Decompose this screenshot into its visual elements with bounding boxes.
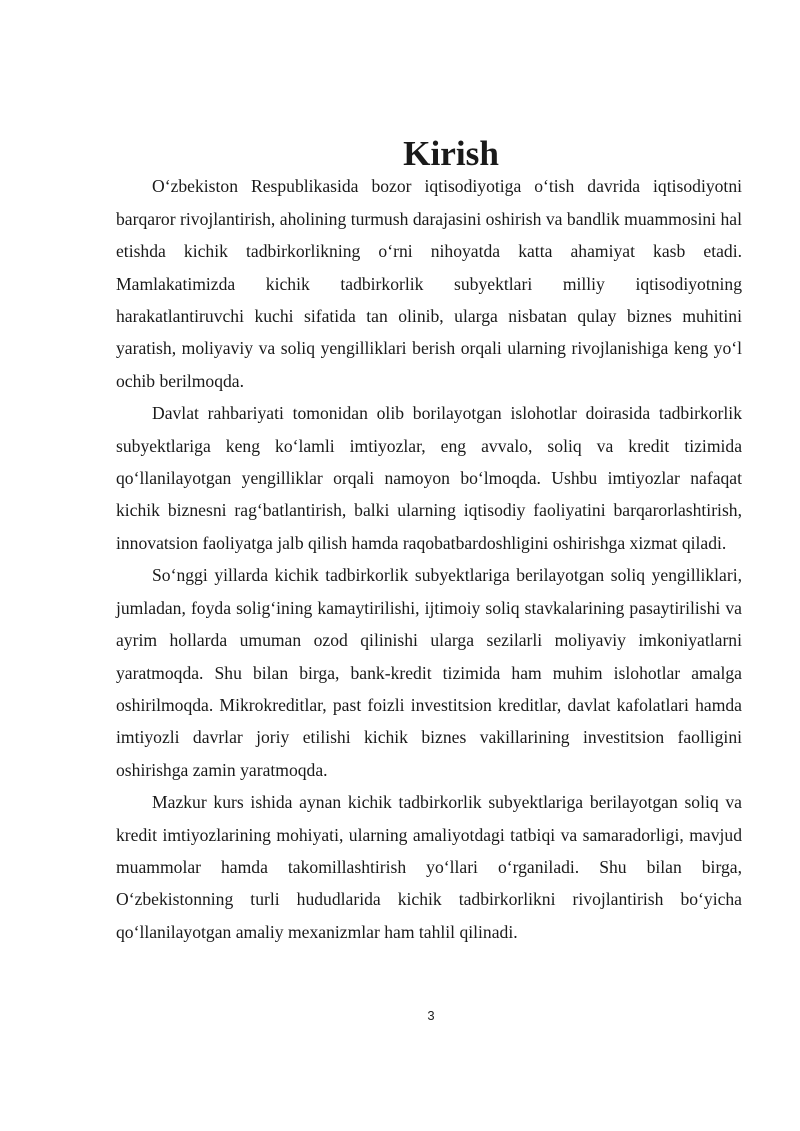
paragraph-4: Mazkur kurs ishida aynan kichik tadbirkorlik subyektlariga berilayotgan soliq va kredit imtiyozlarining mohiyati, ularning amaliyotdagi tatbiqi va samaradorligi, mavjud muammolar hamda takomillashtirish yo‘llari o‘rganiladi. Shu bilan birga, O‘zbekistonning turli hududlarida kichik tadbirkorlikni rivojlantirish bo‘yicha qo‘llanilayotgan amaliy mexanizmlar ham tahlil qilinadi. <box>116 792 742 942</box>
page-number: 3 <box>427 1008 435 1023</box>
paragraph-1: O‘zbekiston Respublikasida bozor iqtisodiyotiga o‘tish davrida iqtisodiyotni barqaror rivojlantirish, aholining turmush darajasini oshirish va bandlik muammosini hal etishda kichik tadbirkorlikning o‘rni nihoyatda katta ahamiyat kasb etadi. Mamlakatimizda kichik tadbirkorlik subyektlari milliy iqtisodiyotning harakatlantiruvchi kuchi sifatida tan olinib, ularga nisbatan qulay biznes muhitini yaratish, moliyaviy va soliq yengilliklari berish orqali ularning rivojlanishiga keng yo‘l ochib berilmoqda. <box>116 176 742 391</box>
paragraph-3: So‘nggi yillarda kichik tadbirkorlik subyektlariga berilayotgan soliq yengilliklari, jumladan, foyda solig‘ining kamaytirilishi, ijtimoiy soliq stavkalarining pasaytirilishi va ayrim hollarda umuman ozod qilinishi ularga sezilarli moliyaviy imkoniyatlarni yaratmoqda. Shu bilan birga, bank-kredit tizimida ham muhim islohotlar amalga oshirilmoqda. Mikrokreditlar, past foizli investitsion kreditlar, davlat kafolatlari hamda imtiyozli davrlar joriy etilishi kichik biznes vakillarining investitsion faolligini oshirishga zamin yaratmoqda. <box>116 565 742 780</box>
page-content <box>116 134 742 948</box>
paragraph-2: Davlat rahbariyati tomonidan olib borilayotgan islohotlar doirasida tadbirkorlik subyektlariga keng ko‘lamli imtiyozlar, eng avvalo, soliq va kredit tizimida qo‘llanilayotgan yengilliklar orqali namoyon bo‘lmoqda. Ushbu imtiyozlar nafaqat kichik biznesni rag‘batlantirish, balki ularning iqtisodiy faoliyatini barqarorlashtirish, innovatsion faoliyatga jalb qilish hamda raqobatbardoshligini oshirishga xizmat qiladi. <box>116 403 742 553</box>
section-title: Kirish <box>403 134 499 173</box>
